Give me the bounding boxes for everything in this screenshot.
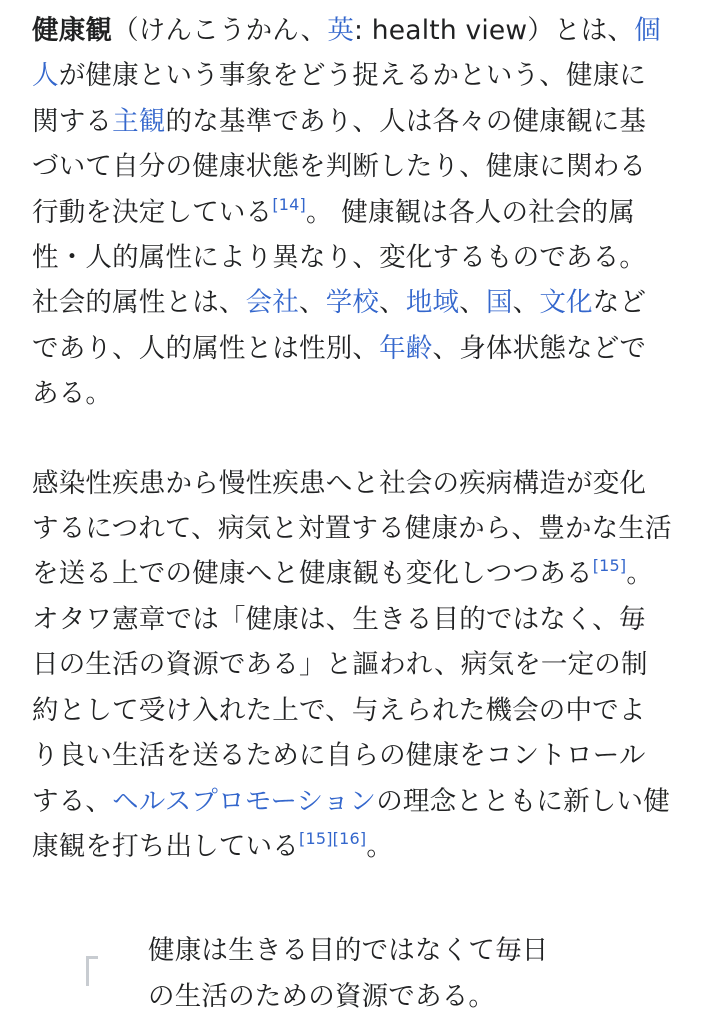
separator: 、 <box>299 287 326 319</box>
text: 。オタワ憲章では「健康は、生きる目的ではなく、毎日の生活の資源である」と謳われ、病気を一定の制約として受け入れた上で、与えられた機会の中でより良い生活を送るために自らの健康をコントロールする、 <box>32 558 654 817</box>
citation-16-link[interactable]: [16] <box>332 828 367 848</box>
separator: 、 <box>459 287 486 319</box>
citation-15[interactable] <box>593 556 627 575</box>
text: 。 <box>366 830 394 862</box>
citation-14[interactable] <box>272 195 306 214</box>
link-individual[interactable]: 個人 <box>32 15 661 92</box>
separator: 、 <box>512 287 540 319</box>
text: の理念とともに新しい健康観を打ち出している <box>32 785 670 862</box>
text: （けんこうかん、 <box>112 15 328 46</box>
quote-line-1: 健康は生きる目的ではなくて毎日 <box>148 935 549 966</box>
link-culture[interactable]: 文化 <box>539 287 593 319</box>
link-english[interactable]: 英 <box>327 15 355 46</box>
citation-15-second[interactable] <box>299 829 333 848</box>
text: 。 健康観は各人の社会的属性・人的属性により異なり、変化するものである。社会的属性とは、 <box>32 196 647 319</box>
term-health-view: 健康観 <box>32 15 113 46</box>
link-subjectivity[interactable]: 主観 <box>112 105 166 137</box>
blockquote <box>86 928 566 1020</box>
quote-line-2: の生活のための資源である。 <box>148 981 496 1012</box>
paragraph-health-view-definition <box>32 8 672 417</box>
link-region[interactable]: 地域 <box>405 287 460 319</box>
link-school[interactable]: 学校 <box>325 287 380 319</box>
text: 的な基準であり、人は各々の健康観に基づいて自分の健康状態を判断したり、健康に関わる行動を決定している <box>32 105 647 228</box>
citation-16[interactable] <box>333 829 367 848</box>
paragraph-health-view-change <box>32 461 672 870</box>
citation-14-link[interactable]: [14] <box>272 194 306 214</box>
article-body <box>32 8 672 869</box>
text: 感染性疾患から慢性疾患へと社会の疾病構造が変化するにつれて、病気と対置する健康から、豊かな生活を送る上での健康へと健康観も変化しつつある <box>32 467 672 590</box>
citation-15-second-link[interactable]: [15] <box>299 828 333 848</box>
text: が健康という事象をどう捉えるかという、健康に関する <box>32 60 647 137</box>
link-company[interactable]: 会社 <box>245 287 300 319</box>
link-age[interactable]: 年齢 <box>379 332 433 364</box>
link-health-promotion[interactable]: ヘルスプロモーション <box>112 785 377 817</box>
citation-15-link[interactable]: [15] <box>592 556 627 576</box>
text: などであり、人的属性とは性別、 <box>32 287 647 364</box>
link-country[interactable]: 国 <box>485 287 513 319</box>
quote-text <box>148 928 566 1020</box>
opening-quote-mark-icon <box>86 956 98 986</box>
text: 、身体状態などである。 <box>32 332 647 410</box>
separator: 、 <box>379 287 406 319</box>
text: : health view）とは、 <box>354 15 635 46</box>
